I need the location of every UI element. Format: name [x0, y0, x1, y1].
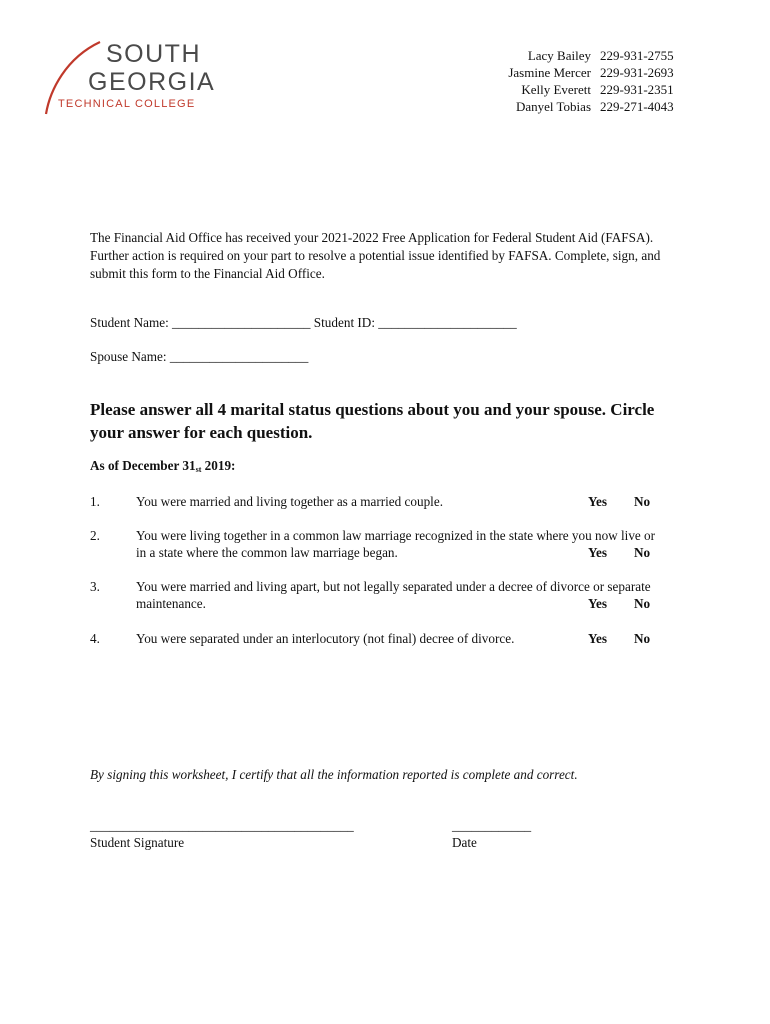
contact-name: Jasmine Mercer [508, 65, 591, 80]
logo-line-south: SOUTH [106, 40, 201, 68]
no-option[interactable]: No [634, 545, 651, 560]
yes-option[interactable]: Yes [588, 494, 608, 509]
question-text: You were married and living apart, but not legally separated under a decree of divorce or separate maintenance. [136, 579, 651, 611]
spouse-name-field[interactable]: Spouse Name: _____________________ [90, 349, 309, 364]
contact-name: Lacy Bailey [527, 48, 591, 63]
yes-option[interactable]: Yes [588, 545, 608, 560]
certification-statement: By signing this worksheet, I certify that all the information reported is complete and correct. [90, 767, 578, 782]
college-logo [44, 40, 224, 116]
contact-row [498, 98, 674, 115]
contact-phone: 229-931-2693 [600, 65, 674, 80]
question-number: 2. [90, 528, 100, 543]
intro-paragraph: The Financial Aid Office has received your 2021-2022 Free Application for Federal Student Aid (FAFSA). Further action is required on your part to resolve a potential issue identified by FAFSA. Complete, sign, and submit this form to the Financial Aid Office. [90, 230, 661, 281]
date-label: Date [452, 835, 477, 850]
contact-row [498, 81, 674, 98]
logo-line-technical-college: TECHNICAL COLLEGE [58, 98, 196, 110]
no-option[interactable]: No [634, 631, 651, 646]
yes-option[interactable]: Yes [588, 631, 608, 646]
contact-phone: 229-931-2351 [600, 82, 674, 97]
contact-list [498, 47, 674, 115]
instructions-heading: Please answer all 4 marital status questions about you and your spouse. Circle your answer for each question. [90, 400, 655, 442]
question-text: You were living together in a common law marriage recognized in the state where you now live or in a state where the common law marriage began. [136, 528, 656, 560]
signature-line[interactable]: ________________________________________ [90, 818, 354, 833]
student-name-id-field[interactable]: Student Name: _____________________ Student ID: _____________________ [90, 315, 517, 330]
question-number: 1. [90, 494, 100, 509]
yes-option[interactable]: Yes [588, 596, 608, 611]
contact-phone: 229-271-4043 [600, 99, 674, 114]
contact-row [498, 47, 674, 64]
contact-name: Kelly Everett [521, 82, 591, 97]
question-number: 4. [90, 631, 100, 646]
contact-phone: 229-931-2755 [600, 48, 674, 63]
as-of-suffix: st [195, 465, 202, 474]
as-of-year: 2019: [201, 458, 236, 473]
signature-label: Student Signature [90, 835, 185, 850]
as-of-date [90, 458, 235, 474]
no-option[interactable]: No [634, 494, 651, 509]
contact-name: Danyel Tobias [515, 99, 591, 114]
question-text: You were separated under an interlocutory (not final) decree of divorce. [136, 631, 515, 646]
contact-row [498, 64, 674, 81]
no-option[interactable]: No [634, 596, 651, 611]
as-of-prefix: As of December 31 [90, 458, 196, 473]
logo-line-georgia: GEORGIA [88, 68, 216, 96]
date-line[interactable]: ____________ [452, 818, 532, 833]
question-number: 3. [90, 579, 100, 594]
question-text: You were married and living together as a married couple. [136, 494, 444, 509]
